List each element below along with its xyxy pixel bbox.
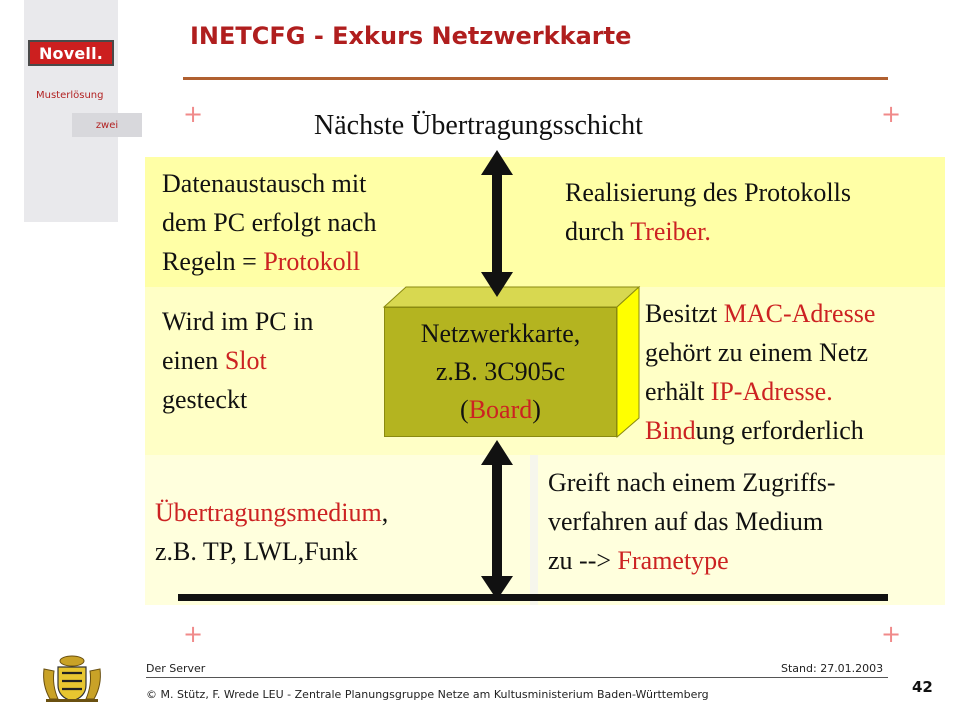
- side-label: Musterlösung: [36, 90, 104, 101]
- plus-mark-icon: +: [183, 620, 204, 648]
- highlight-bind: Bind: [645, 416, 696, 445]
- board-line: z.B. 3C905c: [435, 357, 566, 386]
- text-line: verfahren auf das Medium: [548, 507, 824, 536]
- text-segment: durch: [565, 217, 631, 246]
- highlight-protokoll: Protokoll: [263, 247, 361, 276]
- board-side-face: [617, 287, 639, 437]
- footer-section: Der Server: [146, 662, 206, 675]
- highlight-ip: IP-Adresse.: [710, 377, 833, 406]
- text-line: Realisierung des Protokolls: [565, 178, 851, 207]
- highlight-slot: Slot: [224, 346, 267, 375]
- highlight-medium: Übertragungsmedium: [155, 498, 382, 527]
- slide-title: INETCFG - Exkurs Netzwerkkarte: [190, 22, 632, 50]
- text-segment: zu -->: [548, 546, 618, 575]
- text-line: dem PC erfolgt nach: [162, 208, 377, 237]
- novell-logo: Novell.: [28, 40, 114, 66]
- text-segment: erhält: [645, 377, 711, 406]
- side-tab: zwei: [72, 113, 142, 137]
- footer-credits: © M. Stütz, F. Wrede LEU - Zentrale Planungsgruppe Netze am Kultusministerium Baden-Württemberg: [146, 688, 709, 701]
- footer-date: Stand: 27.01.2003: [781, 662, 884, 675]
- highlight-treiber: Treiber.: [630, 217, 711, 246]
- medium-line: [178, 594, 888, 601]
- text-line: gesteckt: [162, 385, 248, 414]
- text-segment: ung erforderlich: [695, 416, 864, 445]
- text-segment: (: [460, 395, 469, 424]
- text-line: gehört zu einem Netz: [645, 338, 869, 367]
- text-line: z.B. TP, LWL,Funk: [155, 537, 358, 566]
- top-layer-label: Nächste Übertragungsschicht: [314, 110, 643, 141]
- text-segment: einen: [162, 346, 225, 375]
- footer-divider: [146, 677, 888, 678]
- text-line: Wird im PC in: [162, 307, 314, 336]
- page-number: 42: [912, 678, 933, 696]
- plus-mark-icon: +: [183, 100, 204, 128]
- text-segment: Regeln =: [162, 247, 264, 276]
- down-arrow-icon: [481, 440, 513, 600]
- highlight-board: Board: [468, 395, 533, 424]
- highlight-mac: MAC-Adresse: [723, 299, 876, 328]
- network-card-board: [384, 307, 617, 437]
- coat-of-arms-icon: [40, 655, 104, 703]
- text-segment: ,: [381, 498, 389, 527]
- board-line: Netzwerkkarte,: [420, 319, 581, 348]
- board-line: [460, 391, 541, 429]
- text-segment: Besitzt: [645, 299, 724, 328]
- board-top-face: [384, 287, 639, 307]
- plus-mark-icon: +: [881, 620, 902, 648]
- text-line: Greift nach einem Zugriffs-: [548, 468, 836, 497]
- text-line: Datenaustausch mit: [162, 169, 367, 198]
- highlight-frametype: Frametype: [617, 546, 729, 575]
- plus-mark-icon: +: [881, 100, 902, 128]
- text-segment: ): [532, 395, 541, 424]
- up-arrow-icon: [481, 150, 513, 297]
